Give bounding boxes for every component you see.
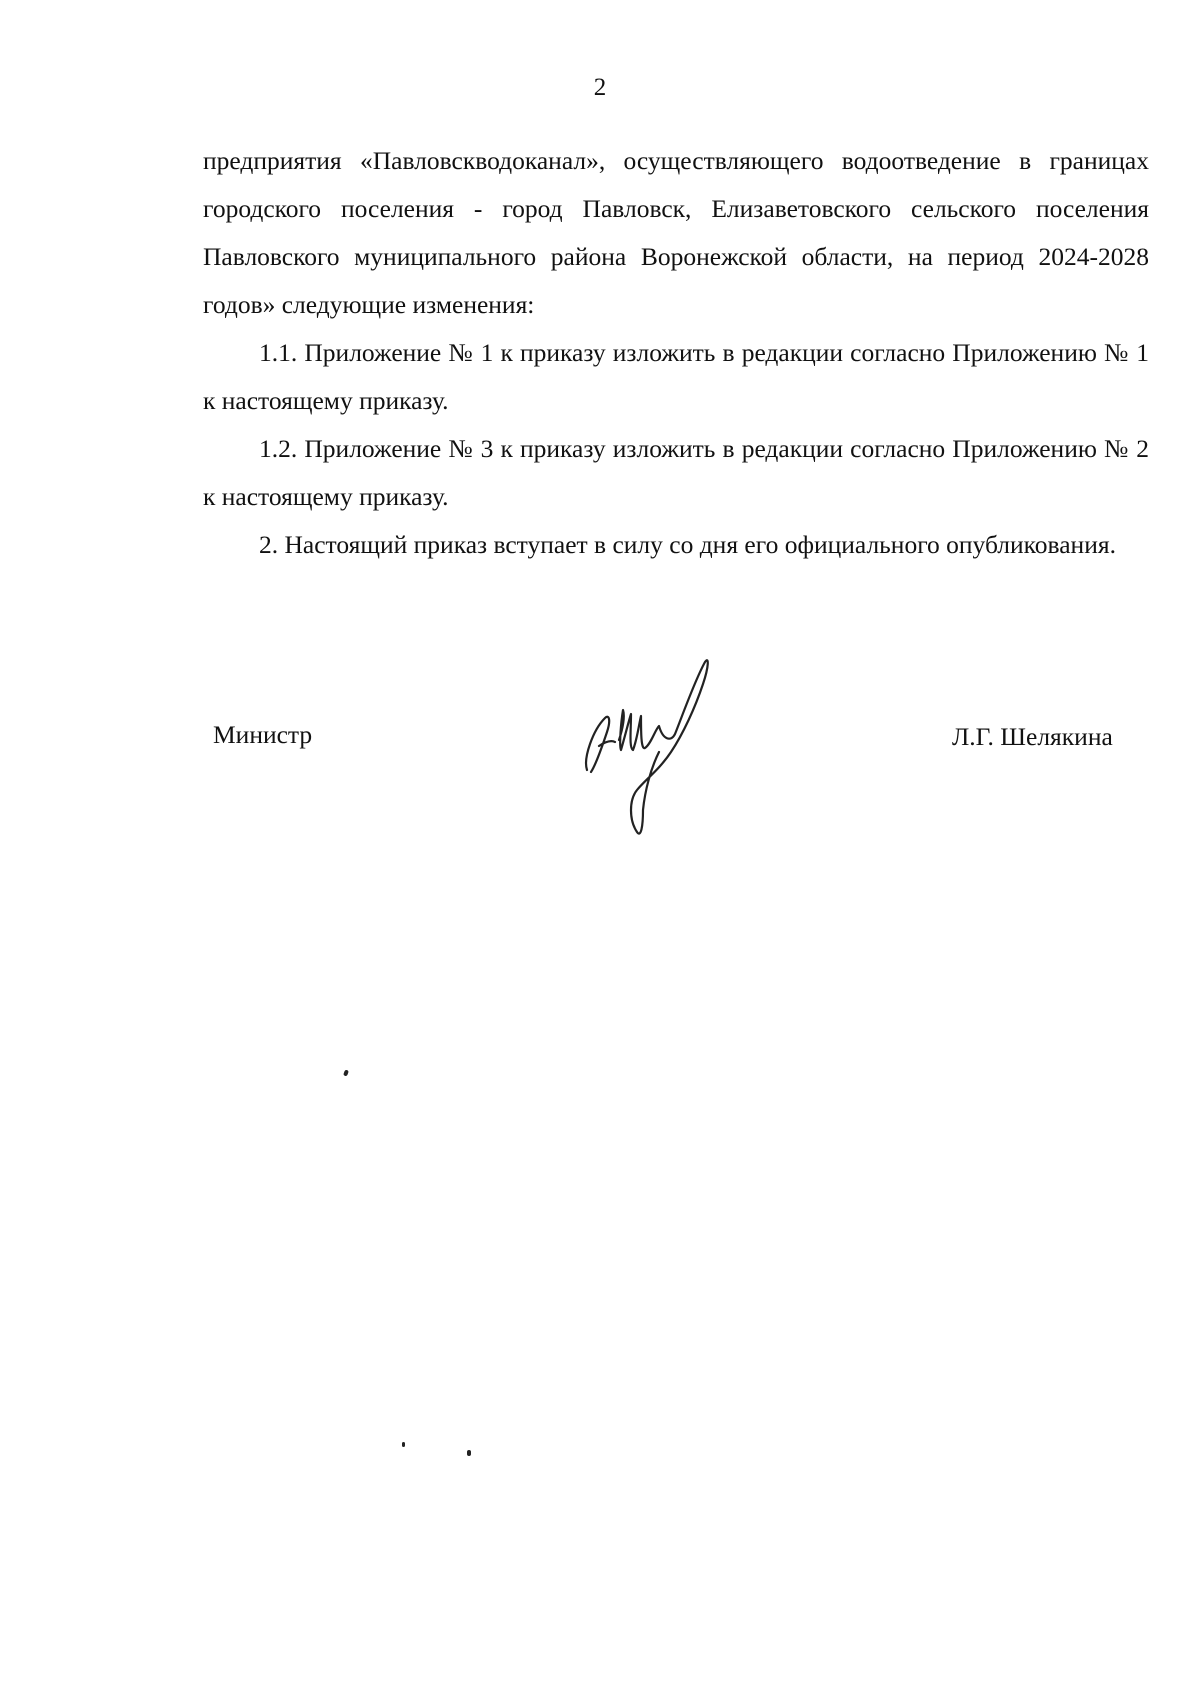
paragraph-intro: предприятия «Павловскводоканал», осуществляющего водоотведение в границах городского поселения - город Павловск, Елизаветовского сельского поселения Павловского муниципального района Воронежской области, на период 2024-2028 годов» следующие изменения: (203, 146, 1149, 319)
paragraph-1-2: 1.2. Приложение № 3 к приказу изложить в редакции согласно Приложению № 2 к настоящему приказу. (203, 434, 1149, 511)
signer-name: Л.Г. Шелякина (952, 722, 1113, 751)
paragraph-2: 2. Настоящий приказ вступает в силу со дня его официального опубликования. (259, 530, 1116, 559)
paragraph-1-1: 1.1. Приложение № 1 к приказу изложить в редакции согласно Приложению № 1 к настоящему приказу. (203, 338, 1149, 415)
scan-speck (402, 1442, 405, 1447)
document-body (203, 137, 1149, 569)
signer-role: Министр (213, 720, 313, 749)
scan-speck (343, 1069, 349, 1076)
signature-icon (575, 650, 745, 850)
scan-speck (467, 1450, 471, 1456)
page-number: 2 (593, 74, 607, 101)
